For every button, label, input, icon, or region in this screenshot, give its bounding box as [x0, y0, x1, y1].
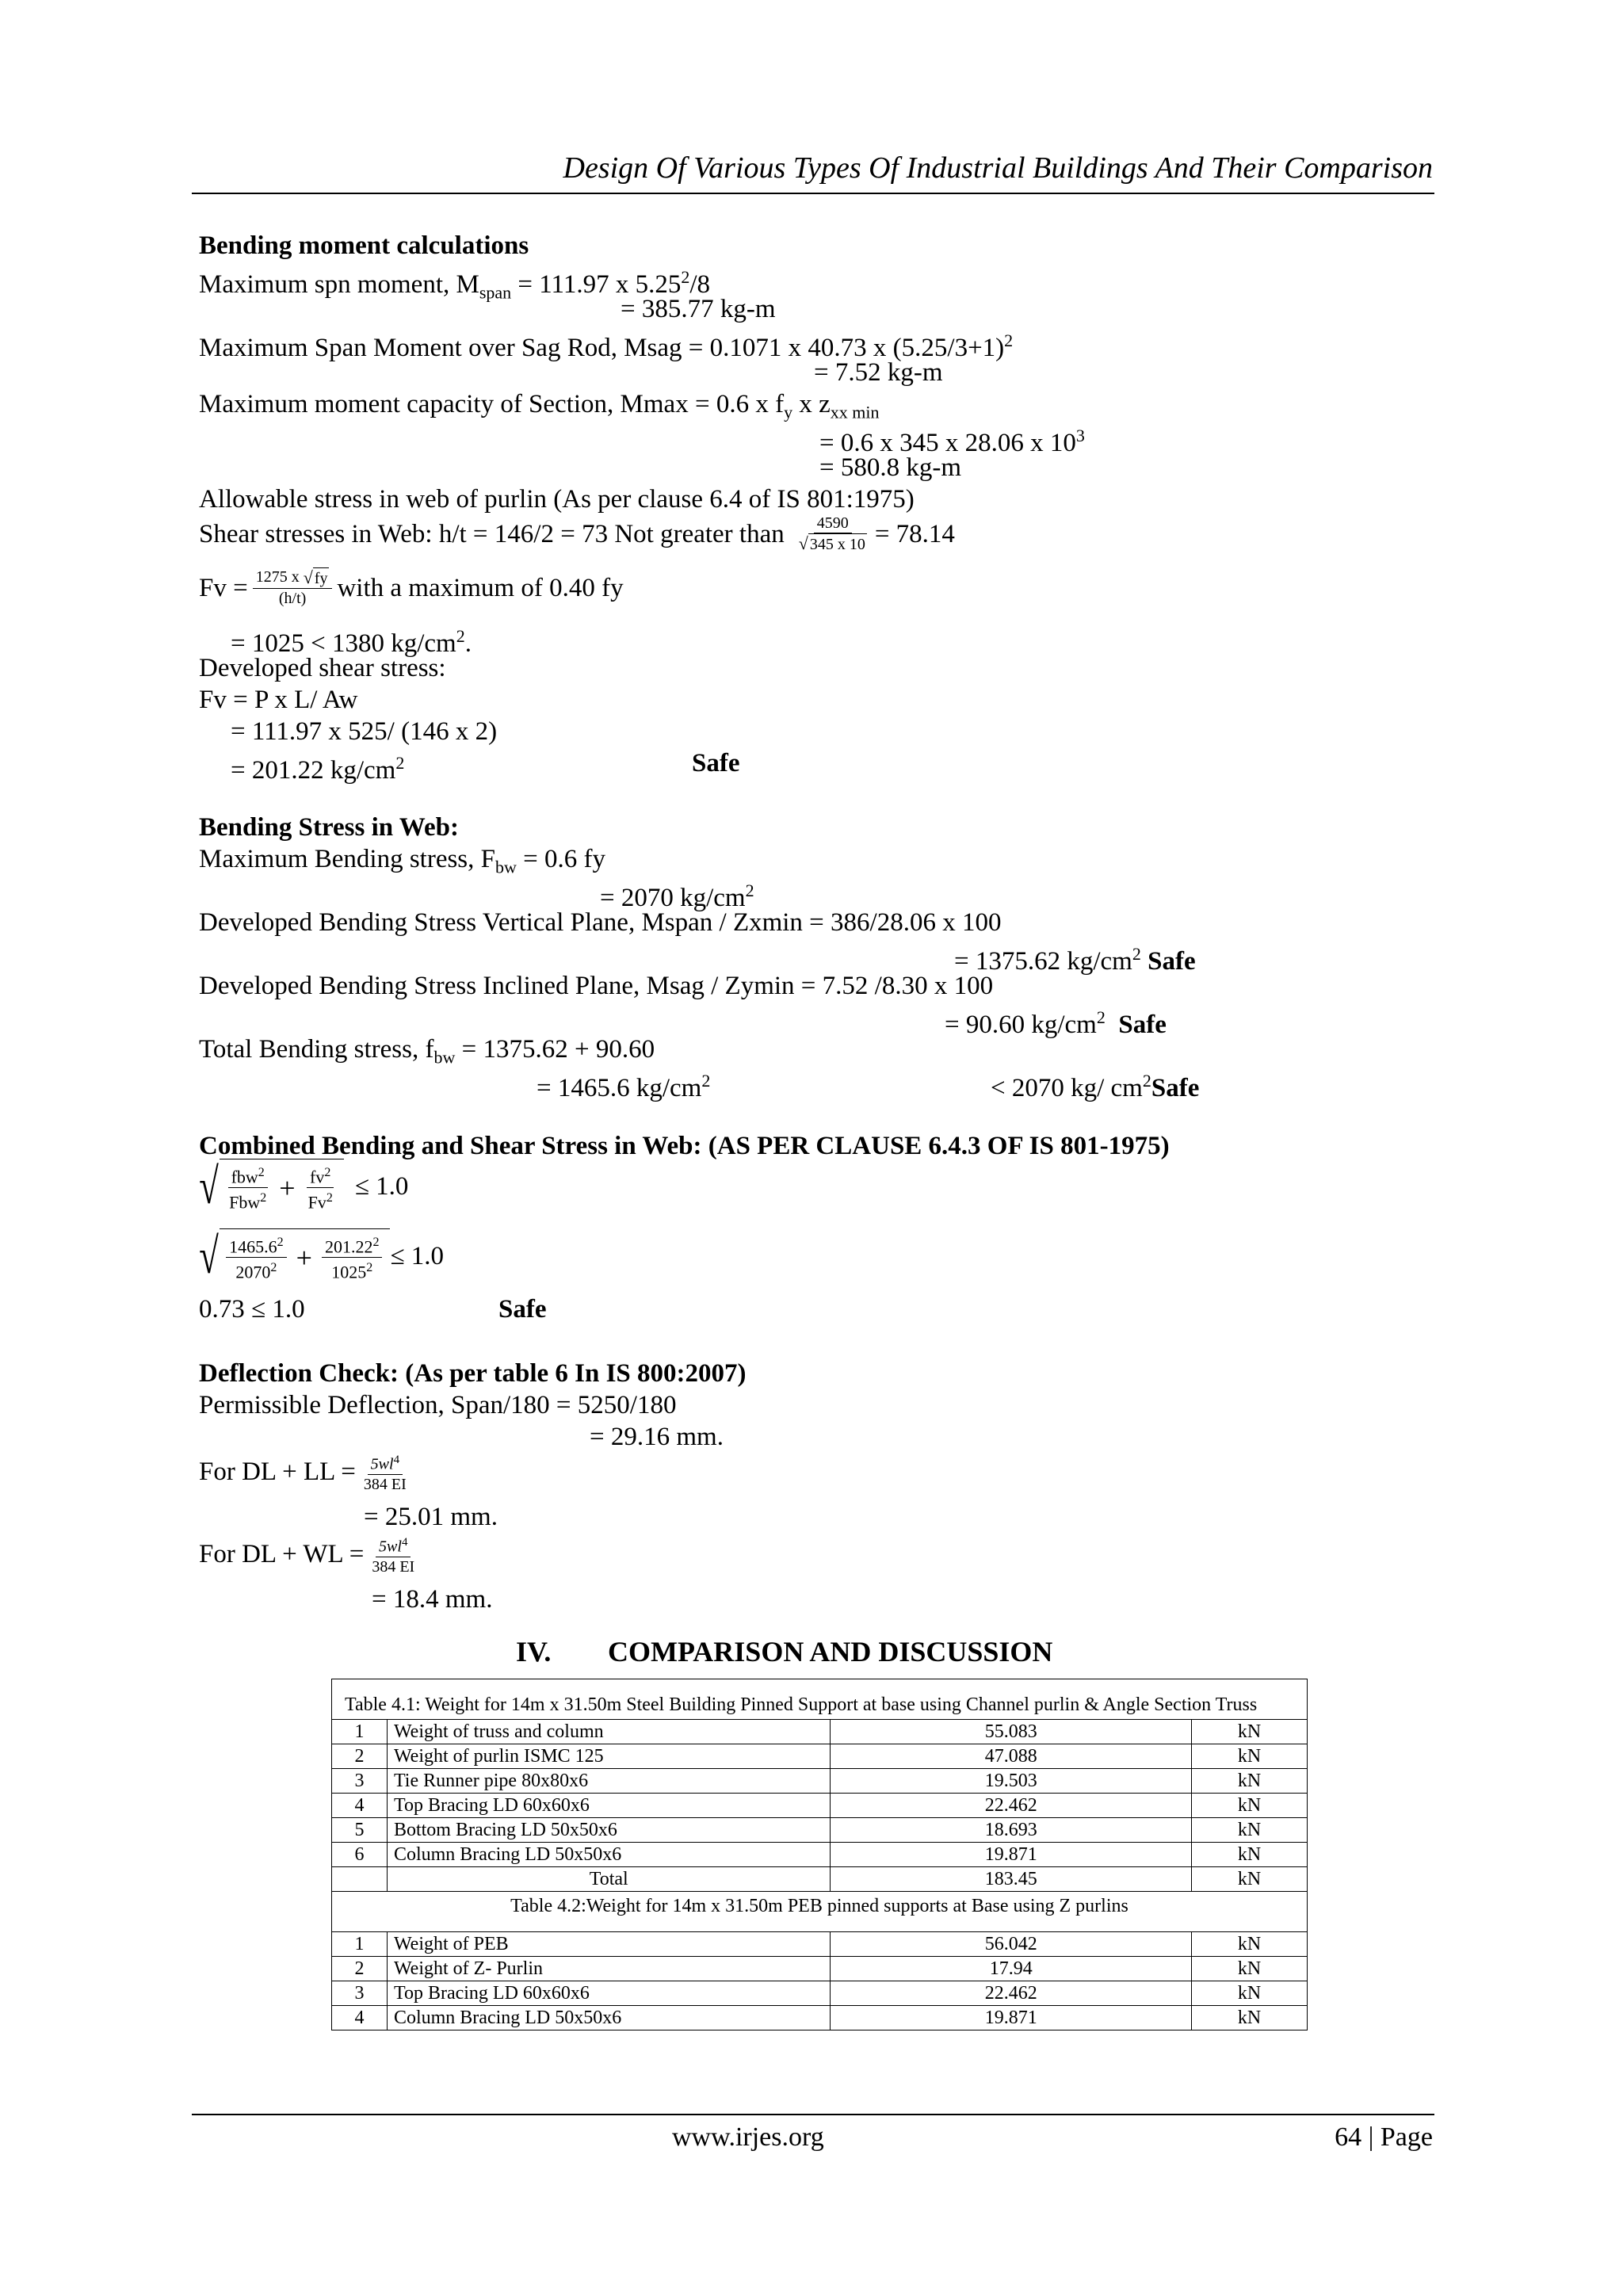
fraction: 1275 x √ fy (h/t) [253, 567, 333, 608]
table-total-row [332, 1867, 1308, 1892]
row-item: Column Bracing LD 50x50x6 [387, 1843, 831, 1867]
table-caption-row [332, 1679, 1308, 1720]
row-value: 18.693 [831, 1818, 1192, 1843]
header-rule [192, 193, 1434, 194]
footer-url: www.irjes.org [672, 2122, 824, 2152]
row-item: Tie Runner pipe 80x80x6 [387, 1769, 831, 1794]
equation-vertical-plane: Developed Bending Stress Vertical Plane, Mspan / Zxmin = 386/28.06 x 100 [199, 908, 1002, 937]
section-heading-bending-stress-web: Bending Stress in Web: [199, 813, 459, 842]
equation-result: = 29.16 mm. [590, 1423, 724, 1451]
equation-result: = 2070 $kg/cm^2$ [600, 881, 754, 912]
row-value: 17.94 [831, 1957, 1192, 1981]
table-row [332, 1794, 1308, 1818]
row-unit: kN [1192, 1843, 1308, 1867]
row-number: 1 [332, 1932, 388, 1957]
equation-result: 0.73 ≤ 1.0 [199, 1295, 305, 1324]
row-unit: kN [1192, 1818, 1308, 1843]
equation-result: = 25.01 mm. [364, 1503, 498, 1531]
row-item: Weight of PEB [387, 1932, 831, 1957]
table-caption: Table 4.2:Weight for 14m x 31.50m PEB pinned supports at Base using Z purlins [332, 1892, 1308, 1932]
section-title: COMPARISON AND DISCUSSION [608, 1636, 1053, 1668]
fraction: $\frac{5wl^4}{384 EI}$ [361, 1450, 410, 1494]
equation-moment-sag-rod: Maximum Span Moment over Sag Rod, Msag = 0.1071 x 40.73 x $(5.25/3+1)^2$ [199, 330, 1014, 362]
table-row [332, 1818, 1308, 1843]
row-unit: kN [1192, 1794, 1308, 1818]
equation-inclined-plane: Developed Bending Stress Inclined Plane, Msag / Zymin = 7.52 /8.30 x 100 [199, 972, 994, 1000]
equation-result: = 201.22 $kg/cm^2$ [231, 753, 405, 785]
equation-shear-stress-web: Shear stresses in Web: h/t = 146/2 = 73 Not greater than 4590 √ 345 x 10 = 78.14 [199, 514, 955, 554]
equation-max-span-moment: Maximum spn moment, $M_{span} = 111.97$ x 5.25$^2$/8 [199, 267, 711, 303]
section-heading-combined-stress: Combined Bending and Shear Stress in Web: (AS PER CLAUSE 6.4.3 OF IS 801-1975) [199, 1132, 1170, 1160]
footer-page-number: 64 | Page [1335, 2122, 1433, 2152]
row-value: 19.871 [831, 2006, 1192, 2030]
equation-result: = 1465.6 $kg/cm^2$ [537, 1071, 711, 1102]
equation-moment-capacity: Maximum moment capacity of Section, Mmax = 0.6 x $f_y$ x $z_{xx min}$ [199, 390, 880, 422]
equation-dl-ll: For DL + LL = $\frac{5wl^4}{384 EI}$ [199, 1450, 414, 1494]
row-number: 2 [332, 1744, 388, 1769]
row-item: Column Bracing LD 50x50x6 [387, 2006, 831, 2030]
row-number [332, 1867, 388, 1892]
fraction: 4590 √ 345 x 10 [798, 514, 865, 554]
row-number: 4 [332, 2006, 388, 2030]
table-row [332, 1769, 1308, 1794]
equation-total-bending: Total Bending stress, $f_{bw} = 1375.62 + 90.60$ [199, 1035, 655, 1068]
equation-step: = 111.97 x 525/ (146 x 2) [231, 717, 498, 746]
safe-label: Safe [1118, 1010, 1167, 1039]
equation-result: = 7.52 kg-m [814, 358, 943, 387]
row-unit: kN [1192, 1744, 1308, 1769]
safe-label: Safe [692, 749, 740, 777]
row-number: 5 [332, 1818, 388, 1843]
table-row [332, 1932, 1308, 1957]
equation-max-bending-stress: Maximum Bending stress, $F_{bw} = 0.6$ fy [199, 845, 606, 877]
row-value: 56.042 [831, 1932, 1192, 1957]
table-row [332, 2006, 1308, 2030]
table-row [332, 1957, 1308, 1981]
row-unit: kN [1192, 1769, 1308, 1794]
running-header: Design Of Various Types Of Industrial Buildings And Their Comparison [563, 151, 1433, 185]
table-caption-row [332, 1892, 1308, 1932]
section-heading-deflection: Deflection Check: (As per table 6 In IS 800:2007) [199, 1359, 747, 1388]
row-item: Top Bracing LD 60x60x6 [387, 1981, 831, 2006]
text-allowable-stress: Allowable stress in web of purlin (As per clause 6.4 of IS 801:1975) [199, 485, 915, 514]
fraction: $\frac{5wl^4}{384 EI}$ [369, 1533, 418, 1576]
row-number: 4 [332, 1794, 388, 1818]
row-value: 47.088 [831, 1744, 1192, 1769]
equation-step: = 0.6 x 345 x 28.06 x $10^3$ [819, 426, 1085, 457]
table-caption: Table 4.1: Weight for 14m x 31.50m Steel Building Pinned Support at base using Channel purlin & Angle Section Truss [332, 1679, 1308, 1720]
row-value: 22.462 [831, 1794, 1192, 1818]
row-number: 6 [332, 1843, 388, 1867]
total-unit: kN [1192, 1867, 1308, 1892]
equation-limit: < 2070 kg/ $cm^2Safe$ [991, 1071, 1200, 1102]
row-item: Weight of Z- Purlin [387, 1957, 831, 1981]
equation-fv: Fv = 1275 x √ fy (h/t) with a maximum of 0.40 fy [199, 567, 624, 608]
table-row [332, 1744, 1308, 1769]
equation-result: = 1375.62 $kg/cm^2$ Safe [954, 944, 1196, 976]
equation-result: = 580.8 kg-m [819, 453, 962, 482]
row-value: 22.462 [831, 1981, 1192, 2006]
equation-dl-wl: For DL + WL = $\frac{5wl^4}{384 EI}$ [199, 1533, 422, 1576]
row-value: 19.871 [831, 1843, 1192, 1867]
footer-rule [192, 2114, 1434, 2115]
row-number: 3 [332, 1769, 388, 1794]
equation-result: = 90.60 $kg/cm^2$ Safe [945, 1007, 1167, 1039]
equation-permissible-deflection: Permissible Deflection, Span/180 = 5250/180 [199, 1391, 677, 1419]
row-unit: kN [1192, 1720, 1308, 1744]
row-number: 1 [332, 1720, 388, 1744]
row-value: 19.503 [831, 1769, 1192, 1794]
equation-result: = 1025 < 1380 $kg/cm^2$. [231, 626, 472, 658]
total-label: Total [387, 1867, 831, 1892]
table-row [332, 1981, 1308, 2006]
comparison-table [331, 1679, 1308, 2030]
safe-label: Safe [498, 1295, 547, 1324]
row-number: 2 [332, 1957, 388, 1981]
equation-combined-values: √ $\frac{1465.6^2}{2070^2}$ + $\frac{201.22^2}{1025^2}$ ≤ 1.0 [199, 1228, 445, 1284]
row-number: 3 [332, 1981, 388, 2006]
section-heading-bending-moment: Bending moment calculations [199, 231, 529, 260]
text-developed-shear: Developed shear stress: [199, 654, 446, 682]
row-unit: kN [1192, 1957, 1308, 1981]
row-item: Weight of truss and column [387, 1720, 831, 1744]
row-unit: kN [1192, 1981, 1308, 2006]
row-item: Top Bracing LD 60x60x6 [387, 1794, 831, 1818]
safe-label: Safe [1148, 947, 1196, 976]
table-row [332, 1720, 1308, 1744]
row-unit: kN [1192, 2006, 1308, 2030]
table-row [332, 1843, 1308, 1867]
row-item: Weight of purlin ISMC 125 [387, 1744, 831, 1769]
total-value: 183.45 [831, 1867, 1192, 1892]
equation-result: = 18.4 mm. [372, 1585, 493, 1614]
equation-result: = 385.77 kg-m [621, 295, 776, 323]
safe-label: Safe [1151, 1074, 1200, 1102]
equation-fv-formula: Fv = P x L/ Aw [199, 686, 358, 714]
row-item: Bottom Bracing LD 50x50x6 [387, 1818, 831, 1843]
equation-combined-general: √ $\frac{fbw^2}{Fbw^2}$ + $\frac{fv^2}{Fv^2}$ ≤ 1.0 [199, 1158, 409, 1214]
row-unit: kN [1192, 1932, 1308, 1957]
section-number: IV. [516, 1636, 552, 1668]
row-value: 55.083 [831, 1720, 1192, 1744]
